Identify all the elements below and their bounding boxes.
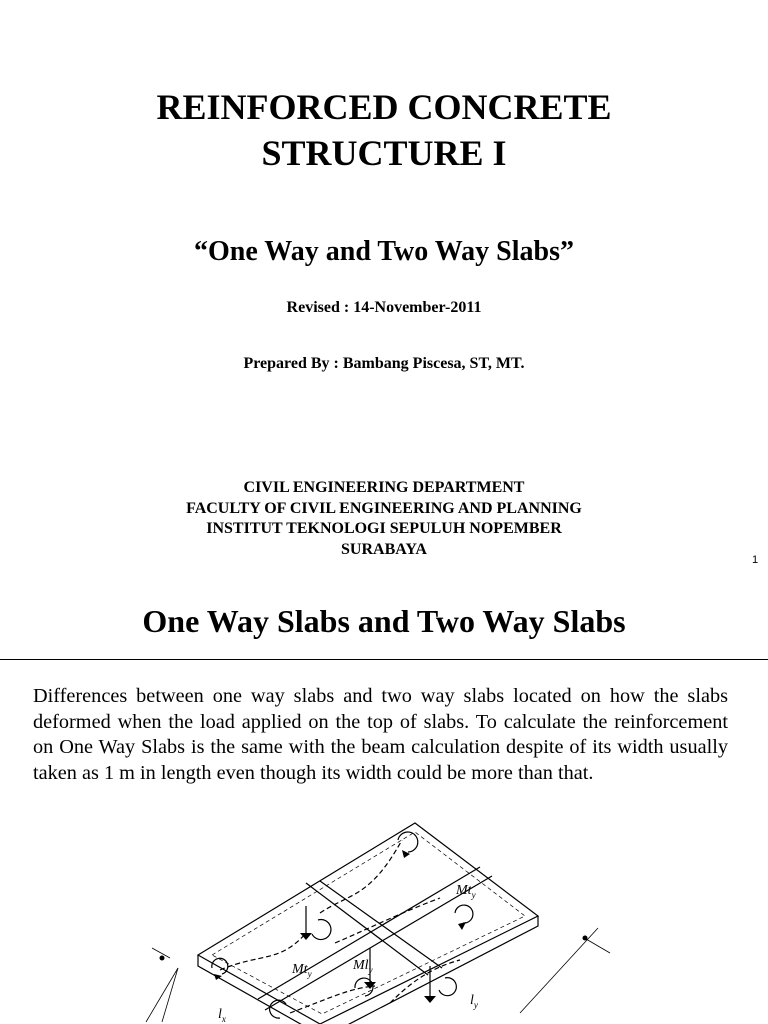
slide-heading: One Way Slabs and Two Way Slabs [142,603,626,639]
arrowhead [402,850,410,858]
content-slide [0,580,768,1024]
author-line: Prepared By : Bambang Piscesa, ST, MT. [243,355,525,372]
heading-divider [0,659,768,660]
label-ly: $l_y$ [470,993,478,1010]
affiliation-line: CIVIL ENGINEERING DEPARTMENT [243,479,525,496]
deflection-curve [320,840,402,913]
moment-arrow [455,905,473,923]
affiliation-block [0,478,768,560]
moment-arrow [398,832,418,852]
dimension-line [146,968,178,1022]
label-mty-right: $Mt_y$ [456,883,476,900]
affiliation-line: SURABAYA [341,540,427,558]
two-way-slab-diagram [140,818,620,1024]
affiliation-line: FACULTY OF CIVIL ENGINEERING AND PLANNING [186,499,582,517]
lecture-subtitle: “One Way and Two Way Slabs” [194,236,574,267]
label-mly: $Ml_y$ [353,958,373,975]
dimension-point [160,956,165,961]
moment-arrow [439,978,456,996]
deflection-curve [335,898,440,943]
course-title-line-2: STRUCTURE I [261,133,507,173]
dimension-point [583,936,588,941]
moment-arrow [212,958,228,974]
arrowhead [458,922,466,930]
dimension-line [586,939,610,953]
moment-arrow [312,920,331,940]
slab-top-outline [198,823,538,1024]
centre-strip [320,881,442,968]
page-number: 1 [752,554,759,566]
dimension-line [520,928,598,1013]
arrowhead [300,933,312,940]
body-paragraph: Differences between one way slabs and two way slabs located on how the slabs deformed when the load applied on the top of slabs. To calculate the reinforcement on One Way Slabs is the same with the beam calculation despite of its width usually taken as 1 m in length even though its width could be more than that. [33,685,728,784]
dimension-line [162,968,178,1022]
affiliation-line: INSTITUT TEKNOLOGI SEPULUH NOPEMBER [206,520,562,537]
course-title [0,84,768,176]
label-mty-left: $Mt_y$ [292,962,312,979]
course-title-line-1: REINFORCED CONCRETE [156,87,612,127]
arrowhead [424,996,436,1003]
revision-date: Revised : 14-November-2011 [286,299,482,316]
label-lx: $l_x$ [218,1007,226,1024]
